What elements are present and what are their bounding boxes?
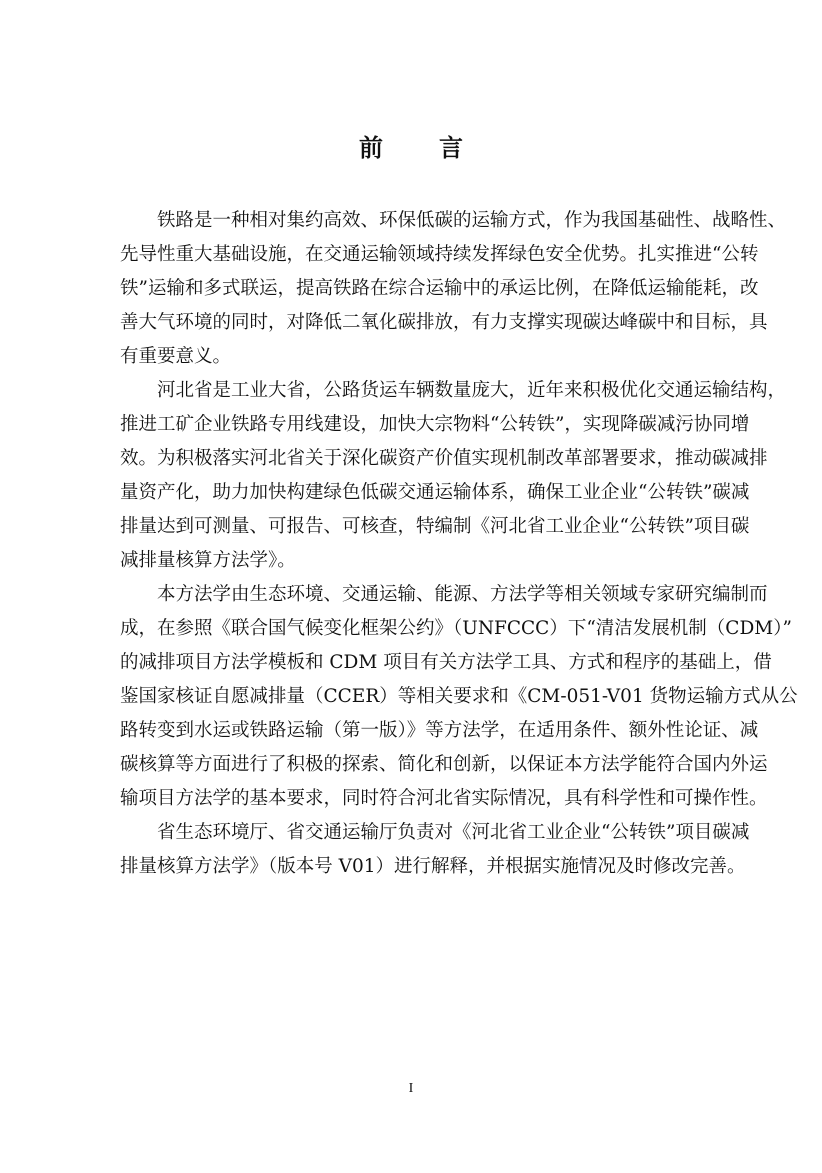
paragraph-4 [120,816,750,884]
paragraph-line: 有重要意义。 [120,346,232,367]
paragraph-1 [120,204,787,374]
paragraph-line: 推进工矿企业铁路专用线建设，加快大宗物料“公转铁”，实现降碳减污协同增 [120,414,750,435]
paragraph-2 [120,374,787,578]
paragraph-line: 碳核算等方面进行了积极的探索、简化和创新，以保证本方法学能符合国内外运 [120,754,768,775]
paragraph-line: 成，在参照《联合国气候变化框架公约》（UNFCCC）下“清洁发展机制（CDM）” [120,618,792,639]
paragraph-line: 排量达到可测量、可报告、可核查，特编制《河北省工业企业“公转铁”项目碳 [120,516,750,537]
paragraph-line: 排量核算方法学》（版本号 V01）进行解释，并根据实施情况及时修改完善。 [120,856,746,877]
paragraph-line: 路转变到水运或铁路运输（第一版）》等方法学，在适用条件、额外性论证、减 [120,720,759,741]
paragraph-line: 鉴国家核证自愿减排量（CCER）等相关要求和《CM-051-V01 货物运输方式从公 [120,686,798,707]
paragraph-line: 省生态环境厅、省交通运输厅负责对《河北省工业企业“公转铁”项目碳减 [157,822,750,843]
document-body [120,204,798,884]
paragraph-line: 铁路是一种相对集约高效、环保低碳的运输方式，作为我国基础性、战略性、 [157,210,787,231]
title-char-1: 前 [359,134,383,162]
paragraph-line: 先导性重大基础设施，在交通运输领域持续发挥绿色安全优势。扎实推进“公转 [120,244,759,265]
title-char-2: 言 [439,134,463,162]
paragraph-line: 输项目方法学的基本要求，同时符合河北省实际情况，具有科学性和可操作性。 [120,788,768,809]
paragraph-line: 量资产化，助力加快构建绿色低碳交通运输体系，确保工业企业“公转铁”碳减 [120,482,750,503]
paragraph-line: 河北省是工业大省，公路货运车辆数量庞大，近年来积极优化交通运输结构， [157,380,787,401]
paragraph-line: 本方法学由生态环境、交通运输、能源、方法学等相关领域专家研究编制而 [157,584,768,605]
paragraph-line: 铁”运输和多式联运，提高铁路在综合运输中的承运比例，在降低运输能耗，改 [120,278,759,299]
paragraph-3 [120,578,798,816]
page-number: I [408,1081,414,1096]
paragraph-line: 减排量核算方法学》。 [120,550,296,571]
page-title [0,132,822,164]
paragraph-line: 善大气环境的同时，对降低二氧化碳排放，有力支撑实现碳达峰碳中和目标，具 [120,312,768,333]
paragraph-line: 效。为积极落实河北省关于深化碳资产价值实现机制改革部署要求，推动碳减排 [120,448,768,469]
paragraph-line: 的减排项目方法学模板和 CDM 项目有关方法学工具、方式和程序的基础上，借 [120,652,772,673]
